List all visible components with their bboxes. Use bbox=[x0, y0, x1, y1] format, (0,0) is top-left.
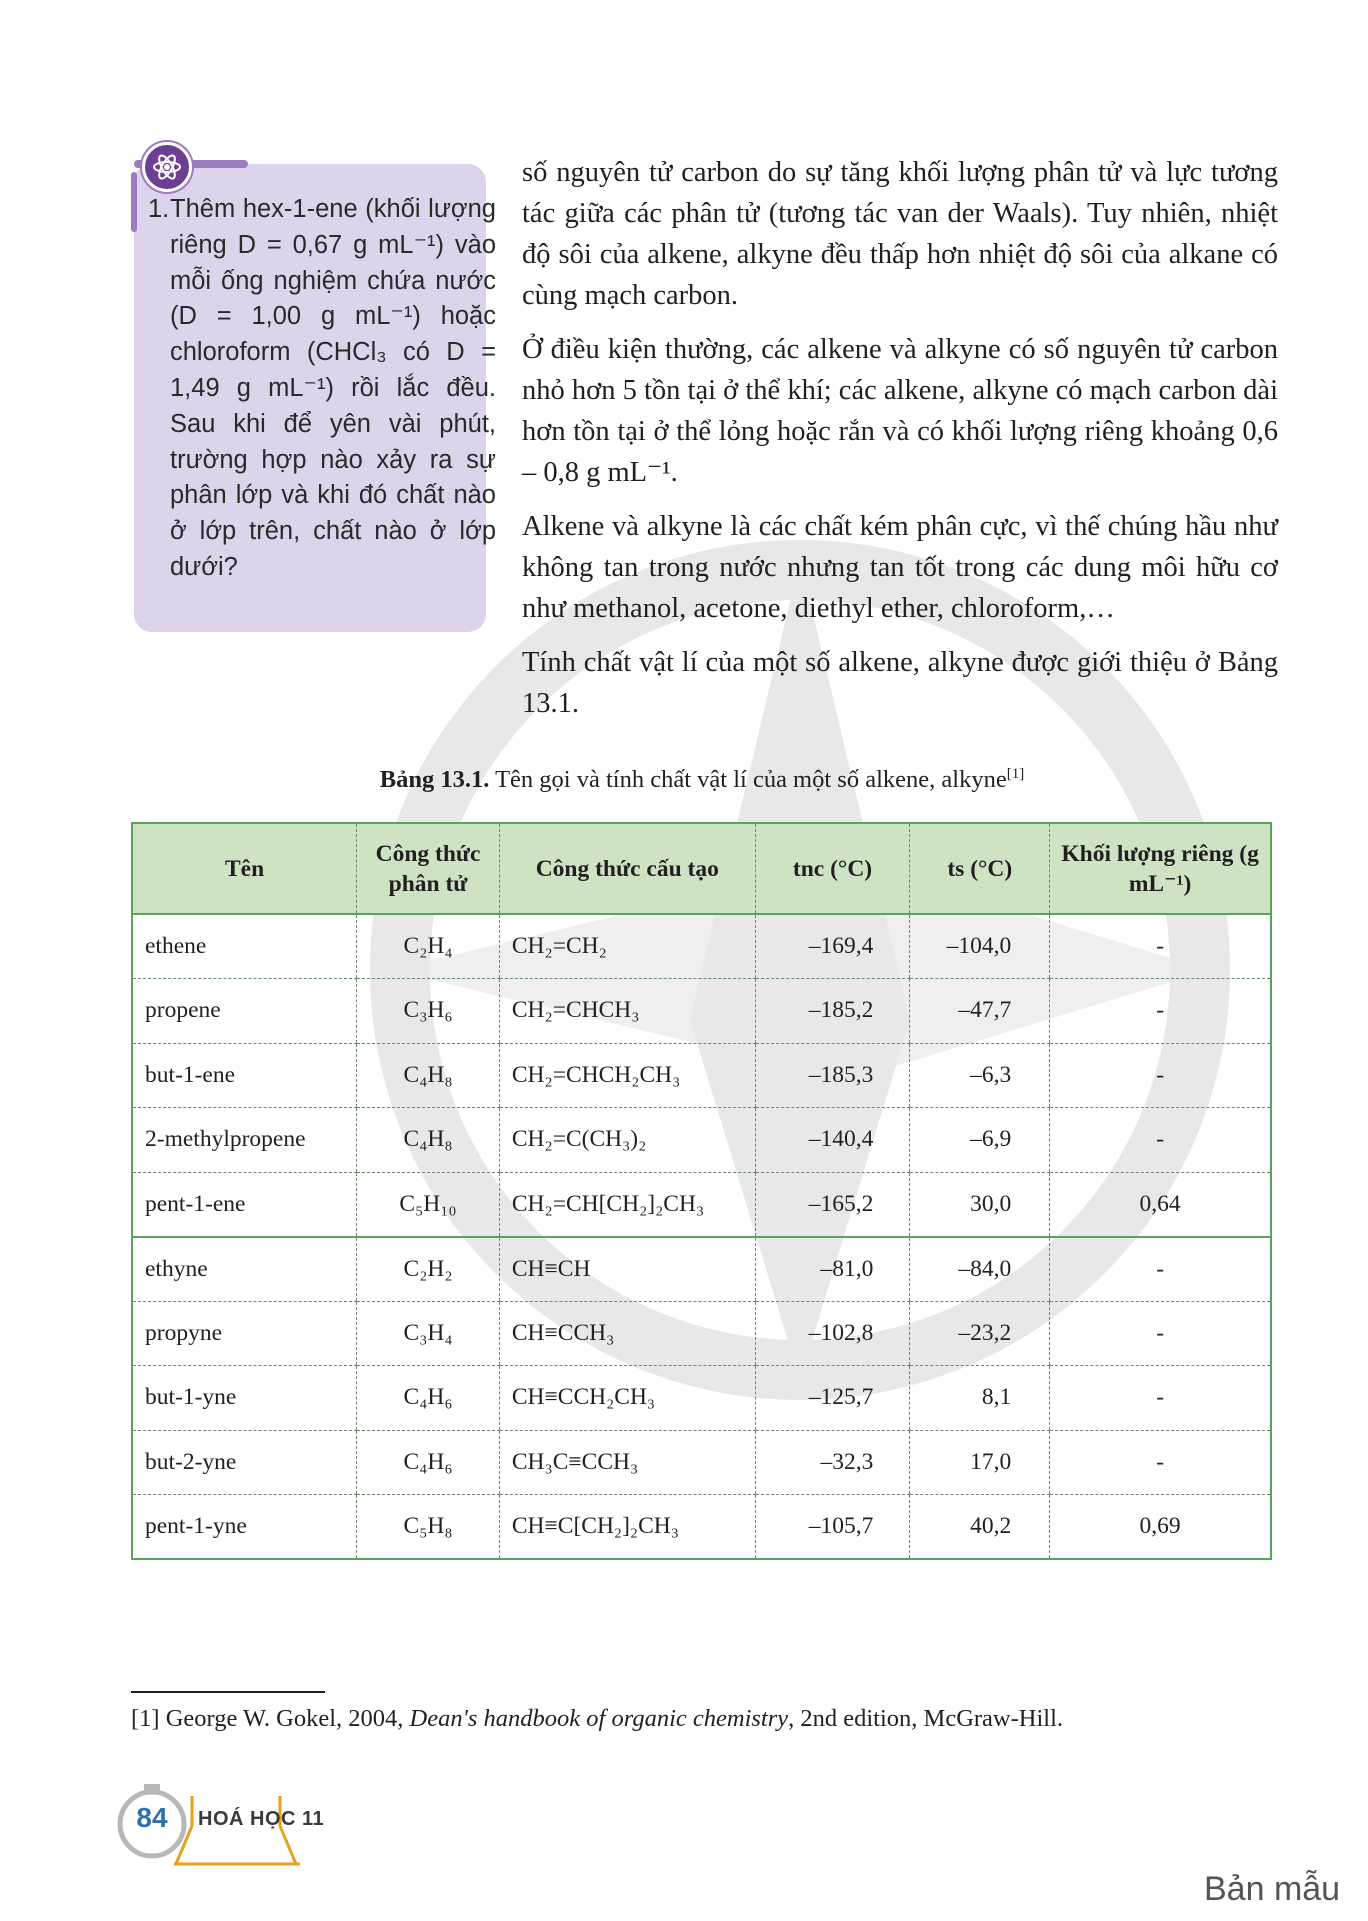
table-cell: –105,7 bbox=[755, 1495, 910, 1560]
table-cell: propene bbox=[132, 979, 357, 1044]
paragraph: Alkene và alkyne là các chất kém phân cực, vì thế chúng hầu như không tan trong nước nhưng tan tốt trong các dung môi hữu cơ như methanol, acetone, diethyl ether, chloroform,… bbox=[522, 511, 1278, 624]
table-row bbox=[132, 914, 1271, 979]
paragraph: Ở điều kiện thường, các alkene và alkyne có số nguyên tử carbon nhỏ hơn 5 tồn tại ở thể khí; các alkene, alkyne có mạch carbon dài hơn tồn tại ở thể lỏng hoặc rắn và có khối lượng riêng khoảng 0,6 – 0,8 g mL⁻¹. bbox=[522, 334, 1278, 488]
page-number: 84 bbox=[136, 1802, 168, 1833]
table-cell: - bbox=[1050, 914, 1271, 979]
table-header-row bbox=[132, 823, 1271, 914]
table-cell: CH₂=CH[CH₂]₂CH₃ bbox=[499, 1172, 755, 1237]
table-cell: –140,4 bbox=[755, 1108, 910, 1173]
caption-text: Tên gọi và tính chất vật lí của một số alkene, alkyne bbox=[495, 766, 1007, 794]
table-row bbox=[132, 1237, 1271, 1302]
footnote-rest: , 2nd edition, McGraw-Hill. bbox=[788, 1705, 1064, 1732]
table-row bbox=[132, 1172, 1271, 1237]
table-cell: 17,0 bbox=[910, 1430, 1050, 1495]
table-cell: propyne bbox=[132, 1301, 357, 1366]
table-row bbox=[132, 1366, 1271, 1431]
header-cell: ts (°C) bbox=[910, 823, 1050, 914]
table-cell: C₃H₆ bbox=[357, 979, 500, 1044]
footnote bbox=[131, 1705, 1063, 1733]
table-cell: but-1-ene bbox=[132, 1043, 357, 1108]
table-cell: 30,0 bbox=[910, 1172, 1050, 1237]
table-cell: ethene bbox=[132, 914, 357, 979]
table-cell: –185,2 bbox=[755, 979, 910, 1044]
sample-label: Bản mẫu bbox=[1204, 1870, 1341, 1908]
activity-left-bar bbox=[131, 172, 137, 232]
table-cell: - bbox=[1050, 1108, 1271, 1173]
table-cell: C₄H₆ bbox=[357, 1430, 500, 1495]
table-cell: C₃H₄ bbox=[357, 1301, 500, 1366]
table-cell: –47,7 bbox=[910, 979, 1050, 1044]
table-cell: CH≡C[CH₂]₂CH₃ bbox=[499, 1495, 755, 1560]
table-cell: –104,0 bbox=[910, 914, 1050, 979]
table-cell: C₅H₈ bbox=[357, 1495, 500, 1560]
table-cell: ethyne bbox=[132, 1237, 357, 1302]
footnote-ref: [1] bbox=[131, 1705, 160, 1732]
table-cell: –125,7 bbox=[755, 1366, 910, 1431]
table-cell: –23,2 bbox=[910, 1301, 1050, 1366]
table-row bbox=[132, 1430, 1271, 1495]
table-row bbox=[132, 1043, 1271, 1108]
table-cell: –32,3 bbox=[755, 1430, 910, 1495]
table-cell: C₄H₆ bbox=[357, 1366, 500, 1431]
table-cell: - bbox=[1050, 1366, 1271, 1431]
table-cell: –81,0 bbox=[755, 1237, 910, 1302]
table-cell: 2-methylpropene bbox=[132, 1108, 357, 1173]
table-cell: –185,3 bbox=[755, 1043, 910, 1108]
caption-label: Bảng 13.1. bbox=[379, 766, 490, 794]
header-cell: Công thức phân tử bbox=[357, 823, 500, 914]
table-cell: –165,2 bbox=[755, 1172, 910, 1237]
table-cell: 40,2 bbox=[910, 1495, 1050, 1560]
table-cell: C₂H₂ bbox=[357, 1237, 500, 1302]
table-cell: - bbox=[1050, 1237, 1271, 1302]
table-cell: –6,3 bbox=[910, 1043, 1050, 1108]
table-cell: –84,0 bbox=[910, 1237, 1050, 1302]
table-row bbox=[132, 1495, 1271, 1560]
properties-table bbox=[131, 822, 1272, 1560]
table-row bbox=[132, 1301, 1271, 1366]
caption-ref: [1] bbox=[1006, 766, 1025, 782]
paragraph: số nguyên tử carbon do sự tăng khối lượng phân tử và lực tương tác giữa các phân tử (tương tác van der Waals). Tuy nhiên, nhiệt độ sôi của alkene, alkyne đều thấp hơn nhiệt độ sôi của alkane có cùng mạch carbon. bbox=[522, 157, 1278, 311]
table-cell: CH≡CH bbox=[499, 1237, 755, 1302]
table-cell: CH₂=C(CH₃)₂ bbox=[499, 1108, 755, 1173]
table-cell: - bbox=[1050, 1043, 1271, 1108]
paragraph: Tính chất vật lí của một số alkene, alkyne được giới thiệu ở Bảng 13.1. bbox=[522, 647, 1278, 719]
table-caption bbox=[134, 766, 1270, 794]
table-row bbox=[132, 1108, 1271, 1173]
table-cell: CH₂=CHCH₂CH₃ bbox=[499, 1043, 755, 1108]
table-cell: –169,4 bbox=[755, 914, 910, 979]
table-cell: 0,64 bbox=[1050, 1172, 1271, 1237]
header-cell: Khối lượng riêng (g mL⁻¹) bbox=[1050, 823, 1271, 914]
table-cell: CH₂=CH₂ bbox=[499, 914, 755, 979]
table-row bbox=[132, 979, 1271, 1044]
table-cell: - bbox=[1050, 1430, 1271, 1495]
table-cell: C₅H₁₀ bbox=[357, 1172, 500, 1237]
table-cell: CH₃C≡CCH₃ bbox=[499, 1430, 755, 1495]
table-cell: C₄H₈ bbox=[357, 1108, 500, 1173]
header-cell: Công thức cấu tạo bbox=[499, 823, 755, 914]
atom-icon bbox=[142, 142, 192, 192]
table-cell: but-1-yne bbox=[132, 1366, 357, 1431]
footnote-author: George W. Gokel, 2004, bbox=[165, 1705, 404, 1732]
table-cell: - bbox=[1050, 979, 1271, 1044]
table-cell: CH≡CCH₃ bbox=[499, 1301, 755, 1366]
table-cell: but-2-yne bbox=[132, 1430, 357, 1495]
book-title: HOÁ HỌC 11 bbox=[198, 1808, 325, 1830]
table-cell: pent-1-yne bbox=[132, 1495, 357, 1560]
table-cell: pent-1-ene bbox=[132, 1172, 357, 1237]
table-cell: 0,69 bbox=[1050, 1495, 1271, 1560]
header-cell: tnc (°C) bbox=[755, 823, 910, 914]
table-cell: –102,8 bbox=[755, 1301, 910, 1366]
table-cell: CH₂=CHCH₃ bbox=[499, 979, 755, 1044]
table-cell: CH≡CCH₂CH₃ bbox=[499, 1366, 755, 1431]
header-cell: Tên bbox=[132, 823, 357, 914]
table-cell: - bbox=[1050, 1301, 1271, 1366]
table-cell: 8,1 bbox=[910, 1366, 1050, 1431]
table-cell: C₂H₄ bbox=[357, 914, 500, 979]
footnote-rule bbox=[131, 1691, 325, 1693]
table-cell: –6,9 bbox=[910, 1108, 1050, 1173]
body-text bbox=[522, 152, 1278, 737]
activity-question: 1.Thêm hex-1-ene (khối lượng riêng D = 0,67 g mL⁻¹) vào mỗi ống nghiệm chứa nước (D = 1,00 g mL⁻¹) hoặc chloroform (CHCl₃ có D = 1,49 g mL⁻¹) rồi lắc đều. Sau khi để yên vài phút, trường hợp nào xảy ra sự phân lớp và khi đó chất nào ở lớp trên, chất nào ở lớp dưới? bbox=[148, 195, 496, 581]
table-cell: C₄H₈ bbox=[357, 1043, 500, 1108]
footnote-title: Dean's handbook of organic chemistry bbox=[409, 1705, 789, 1732]
